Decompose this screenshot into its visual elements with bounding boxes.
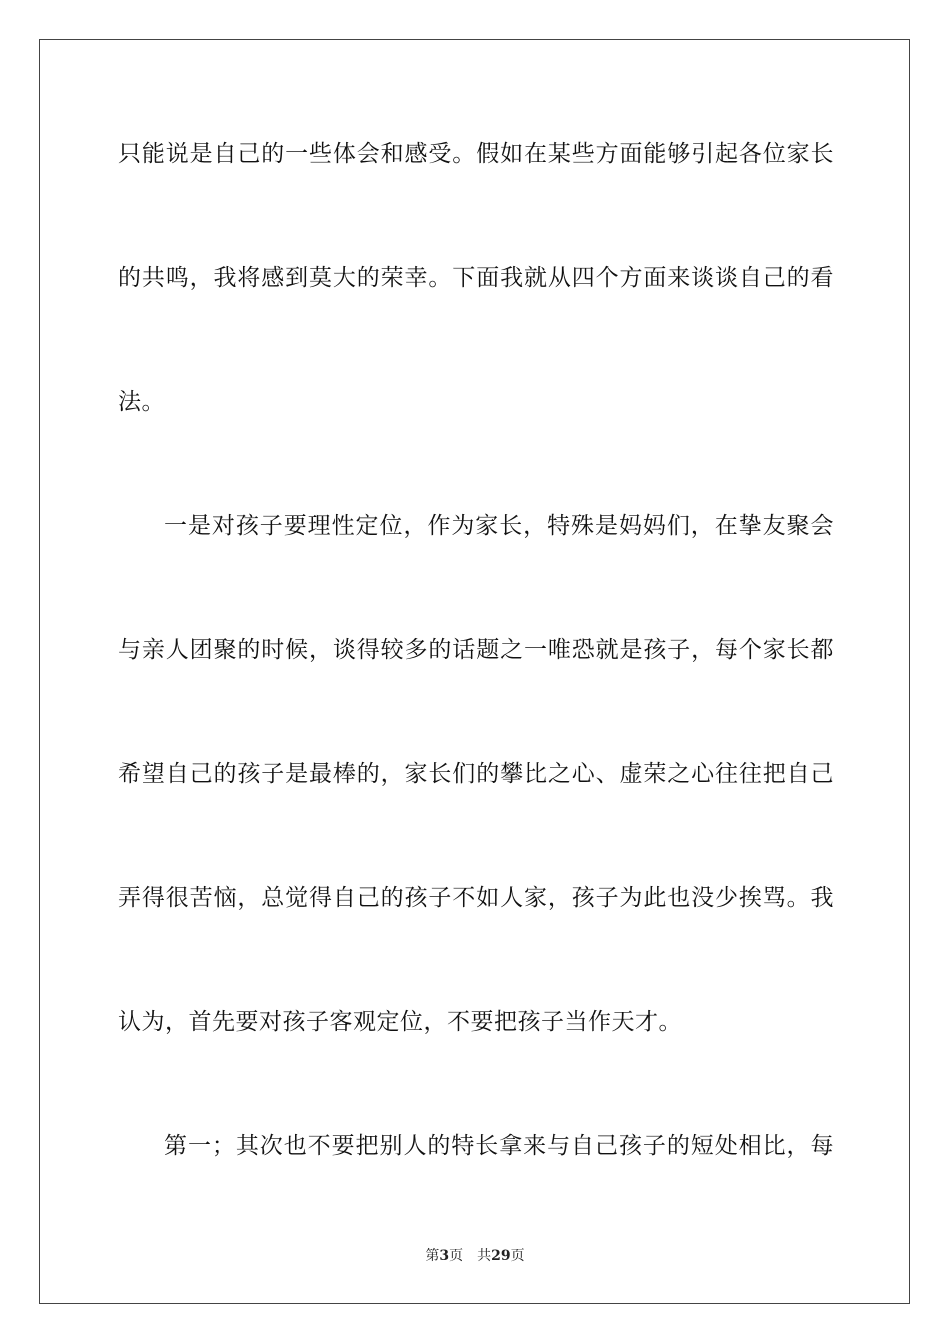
footer-total-suffix: 页	[510, 1248, 525, 1264]
page-border	[39, 39, 910, 1304]
text-line-4: 一是对孩子要理性定位，作为家长，特殊是妈妈们，在挚友聚会	[164, 513, 834, 539]
footer-total-pages: 29	[491, 1248, 511, 1264]
text-line-3: 法。	[118, 389, 165, 415]
text-line-1: 只能说是自己的一些体会和感受。假如在某些方面能够引起各位家长	[118, 141, 834, 167]
text-line-6: 希望自己的孩子是最棒的，家长们的攀比之心、虚荣之心往往把自己	[118, 761, 834, 787]
footer-page-suffix: 页	[449, 1248, 464, 1264]
text-line-5: 与亲人团聚的时候，谈得较多的话题之一唯恐就是孩子，每个家长都	[118, 637, 834, 663]
footer-page-number: 3	[439, 1248, 450, 1264]
footer-total-prefix: 共	[477, 1248, 492, 1264]
page-footer	[0, 1247, 950, 1265]
footer-page-prefix: 第	[425, 1248, 440, 1264]
text-line-2: 的共鸣，我将感到莫大的荣幸。下面我就从四个方面来谈谈自己的看	[118, 265, 834, 291]
text-line-8: 认为，首先要对孩子客观定位，不要把孩子当作天才。	[118, 1009, 682, 1035]
text-line-7: 弄得很苦恼，总觉得自己的孩子不如人家，孩子为此也没少挨骂。我	[118, 885, 834, 911]
text-line-9: 第一；其次也不要把别人的特长拿来与自己孩子的短处相比，每	[164, 1133, 834, 1159]
